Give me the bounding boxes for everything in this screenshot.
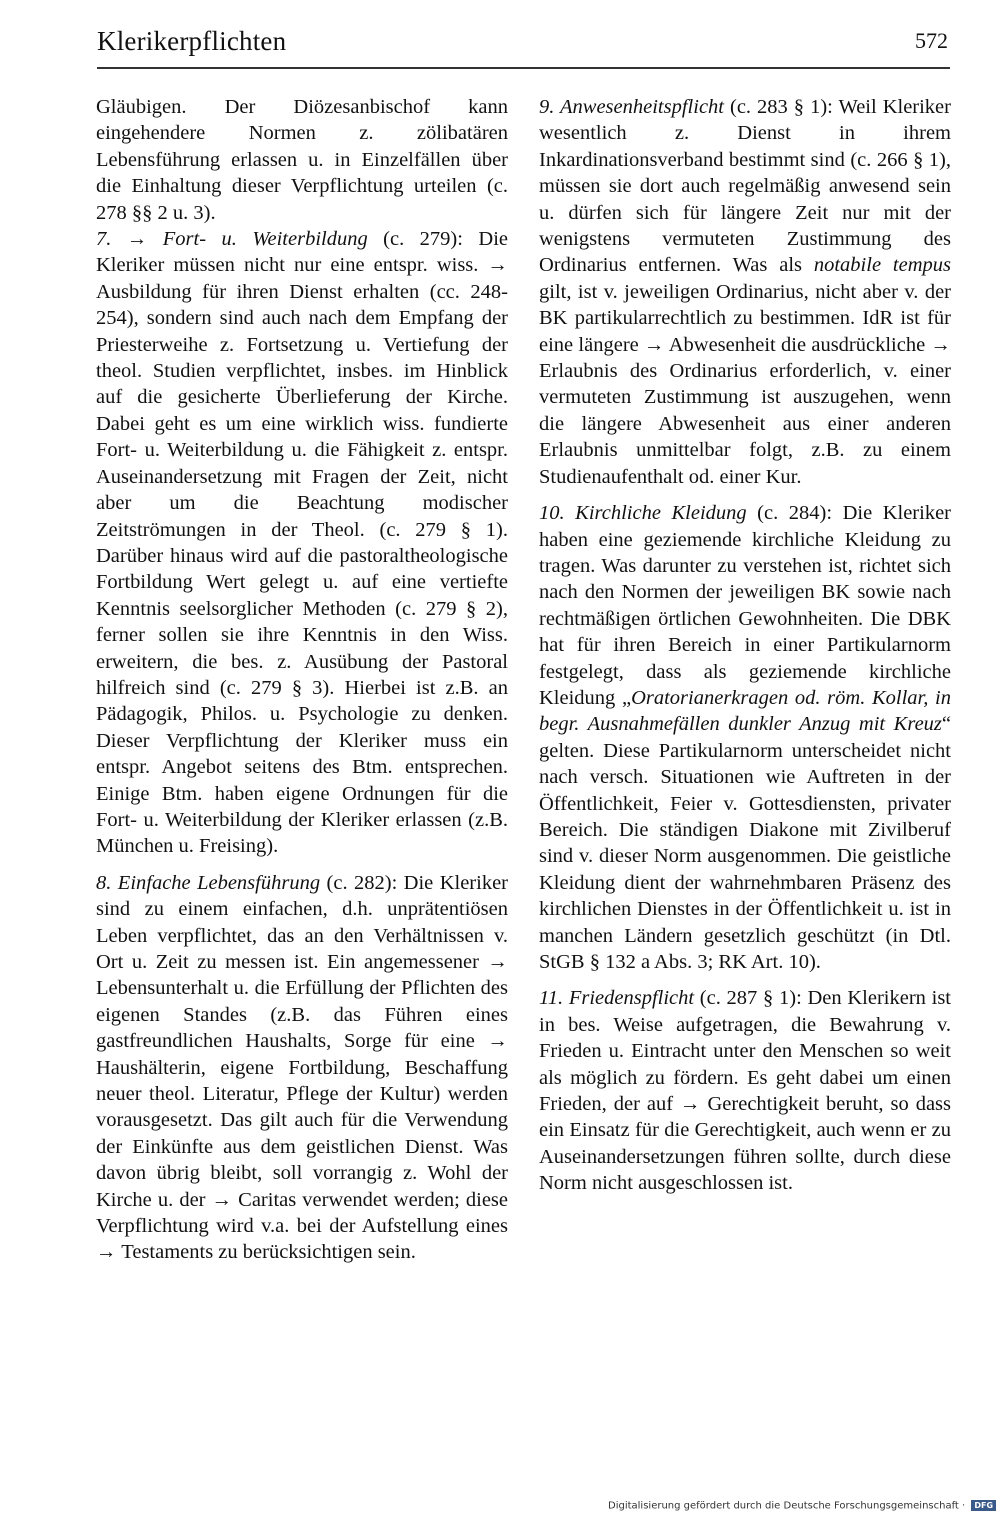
italic-run: notabile tempus [813, 254, 951, 277]
dfg-logo: DFG [971, 1500, 996, 1511]
credit-text: Digitalisierung gefördert durch die Deutsche Forschungsgemeinschaft · [608, 1500, 966, 1512]
text-run: (c. 282): Die Kleriker sind zu einem einfachen, d.h. unprätentiösen Leben verpflichtet, das an den Verhältnissen v. Ort u. Zeit zu messen ist. Ein angemessener → Lebensunterhalt u. die Erfüllung der Pflichten des eigenen Standes (z.B. das Führen eines gastfreundlichen Haushalts, Sorge für eine → Haushälterin, eigene Fortbildung, Beschaffung neuer theol. Literatur, Pflege der Kultur) werden vorausgesetzt. Das gilt auch für die Verwendung der Einkünfte aus dem geistlichen Dienst. Was davon übrig bleibt, soll vorrangig z. Wohl der Kirche u. der → Caritas verwendet werden; diese Verpflichtung wird v.a. bei der Aufstellung eines → Testaments zu berücksichtigen sein. [96, 871, 508, 1264]
page-number: 572 [915, 28, 948, 53]
italic-run: 7. → Fort- u. Weiterbildung [96, 228, 368, 251]
text-run: Gläubigen. Der Diözesanbischof kann eingehendere Normen z. zölibatären Lebensführung erlassen u. in Einzelfällen über die Einhaltung dieser Verpflichtung urteilen (c. 278 §§ 2 u. 3). [96, 96, 508, 224]
italic-run: 11. Friedenspflicht [539, 987, 695, 1010]
paragraph [539, 94, 951, 490]
text-run: (c. 283 § 1): Weil Kleriker wesentlich z. Dienst in ihrem Inkardinationsverband bestimmt sind (c. 266 § 1), müssen sie dort auch regelmäßig anwesend sein u. dürfen sich für längere Zeit nur mit der wenigstens vermuteten Zustimmung des Ordinarius entfernen. Was als [539, 96, 951, 277]
header-rule [97, 67, 950, 69]
italic-run: Oratorianerkragen od. röm. Kollar, in begr. Ausnahmefällen dunkler Anzug mit Kreuz [539, 686, 951, 736]
paragraph [539, 500, 951, 975]
paragraph [96, 226, 508, 860]
digitization-credit [608, 1500, 996, 1512]
text-run: (c. 287 § 1): Den Klerikern ist in bes. Weise aufgetragen, die Bewahrung v. Frieden u. Eintracht unter den Menschen so weit als möglich zu fördern. Es geht dabei um einen Frieden, der auf → Gerechtigkeit beruht, so dass ein Einsatz für die Gerechtigkeit, auch wenn er zu Auseinandersetzungen führen sollte, durch diese Norm nicht ausgeschlossen ist. [539, 987, 951, 1195]
left-column [96, 94, 508, 1266]
italic-run: 10. Kirchliche Kleidung [539, 502, 747, 525]
paragraph [539, 985, 951, 1196]
running-head-title: Klerikerpflichten [97, 26, 287, 56]
text-run: “ gelten. Diese Partikularnorm unterscheidet nicht nach versch. Situationen wie Auftreten in der Öffentlichkeit, Feier v. Gottesdiensten, privater Bereich. Die ständigen Diakone mit Zivilberuf sind v. dieser Norm ausgenommen. Die geistliche Kleidung dient der wahrnehmbaren Präsenz des kirchlichen Dienstes in der Öffentlichkeit u. ist in manchen Ländern gesetzlich geschützt (in Dtl. StGB § 132 a Abs. 3; RK Art. 10). [539, 713, 951, 973]
text-run: (c. 284): Die Kleriker haben eine geziemende kirchliche Kleidung zu tragen. Was darunter zu verstehen ist, richtet sich nach den Normen der jeweiligen BK sowie nach rechtmäßigen örtlichen Gewohnheiten. Die DBK hat für ihren Bereich in einer Partikularnorm festgelegt, dass als geziemende kirchliche Kleidung „ [539, 502, 952, 709]
italic-run: 9. Anwesenheitspflicht [539, 96, 724, 118]
paragraph [96, 870, 508, 1266]
italic-run: 8. Einfache Lebensführung [96, 871, 321, 894]
running-header [97, 26, 950, 66]
text-run: gilt, ist v. jeweiligen Ordinarius, nicht aber v. der BK partikularrechtlich zu bestimmen. IdR ist für eine längere → Abwesenheit die ausdrückliche → Erlaubnis des Ordinarius erforderlich, v. einer vermuteten Zustimmung ist auszugehen, wenn die längere Abwesenheit aus einer anderen Erlaubnis unmittelbar folgt, z.B. zu einem Studienaufenthalt od. einer Kur. [539, 280, 951, 488]
paragraph [96, 94, 508, 226]
text-run: (c. 279): Die Kleriker müssen nicht nur eine entspr. wiss. → Ausbildung für ihren Dienst erhalten (cc. 248-254), sondern sind auch nach dem Empfang der Priesterweihe z. Fortsetzung u. Vertiefung der theol. Studien verpflichtet, insbes. im Hinblick auf die gesicherte Überlieferung der Kirche. Dabei geht es um eine wirklich wiss. fundierte Fort- u. Weiterbildung u. die Fähigkeit z. entspr. Auseinandersetzung mit Fragen der Zeit, nicht aber um die Beachtung modischer Zeitströmungen in der Theol. (c. 279 § 1). Darüber hinaus wird auf die pastoraltheologische Fortbildung Wert gelegt u. auf eine vertiefte Kenntnis seelsorglicher Methoden (c. 279 § 2), ferner sollen sie ihre Kenntnis in den Wiss. erweitern, die bes. z. Ausübung der Pastoral hilfreich sind (c. 279 § 3). Hierbei ist z.B. an Pädagogik, Philos. u. Psychologie zu denken. Dieser Verpflichtung der Kleriker muss ein entspr. Angebot seitens des Btm. entsprechen. Einige Btm. haben eigene Ordnungen für die Fort- u. Weiterbildung der Kleriker erlassen (z.B. München u. Freising). [96, 228, 509, 858]
right-column [539, 94, 951, 1197]
